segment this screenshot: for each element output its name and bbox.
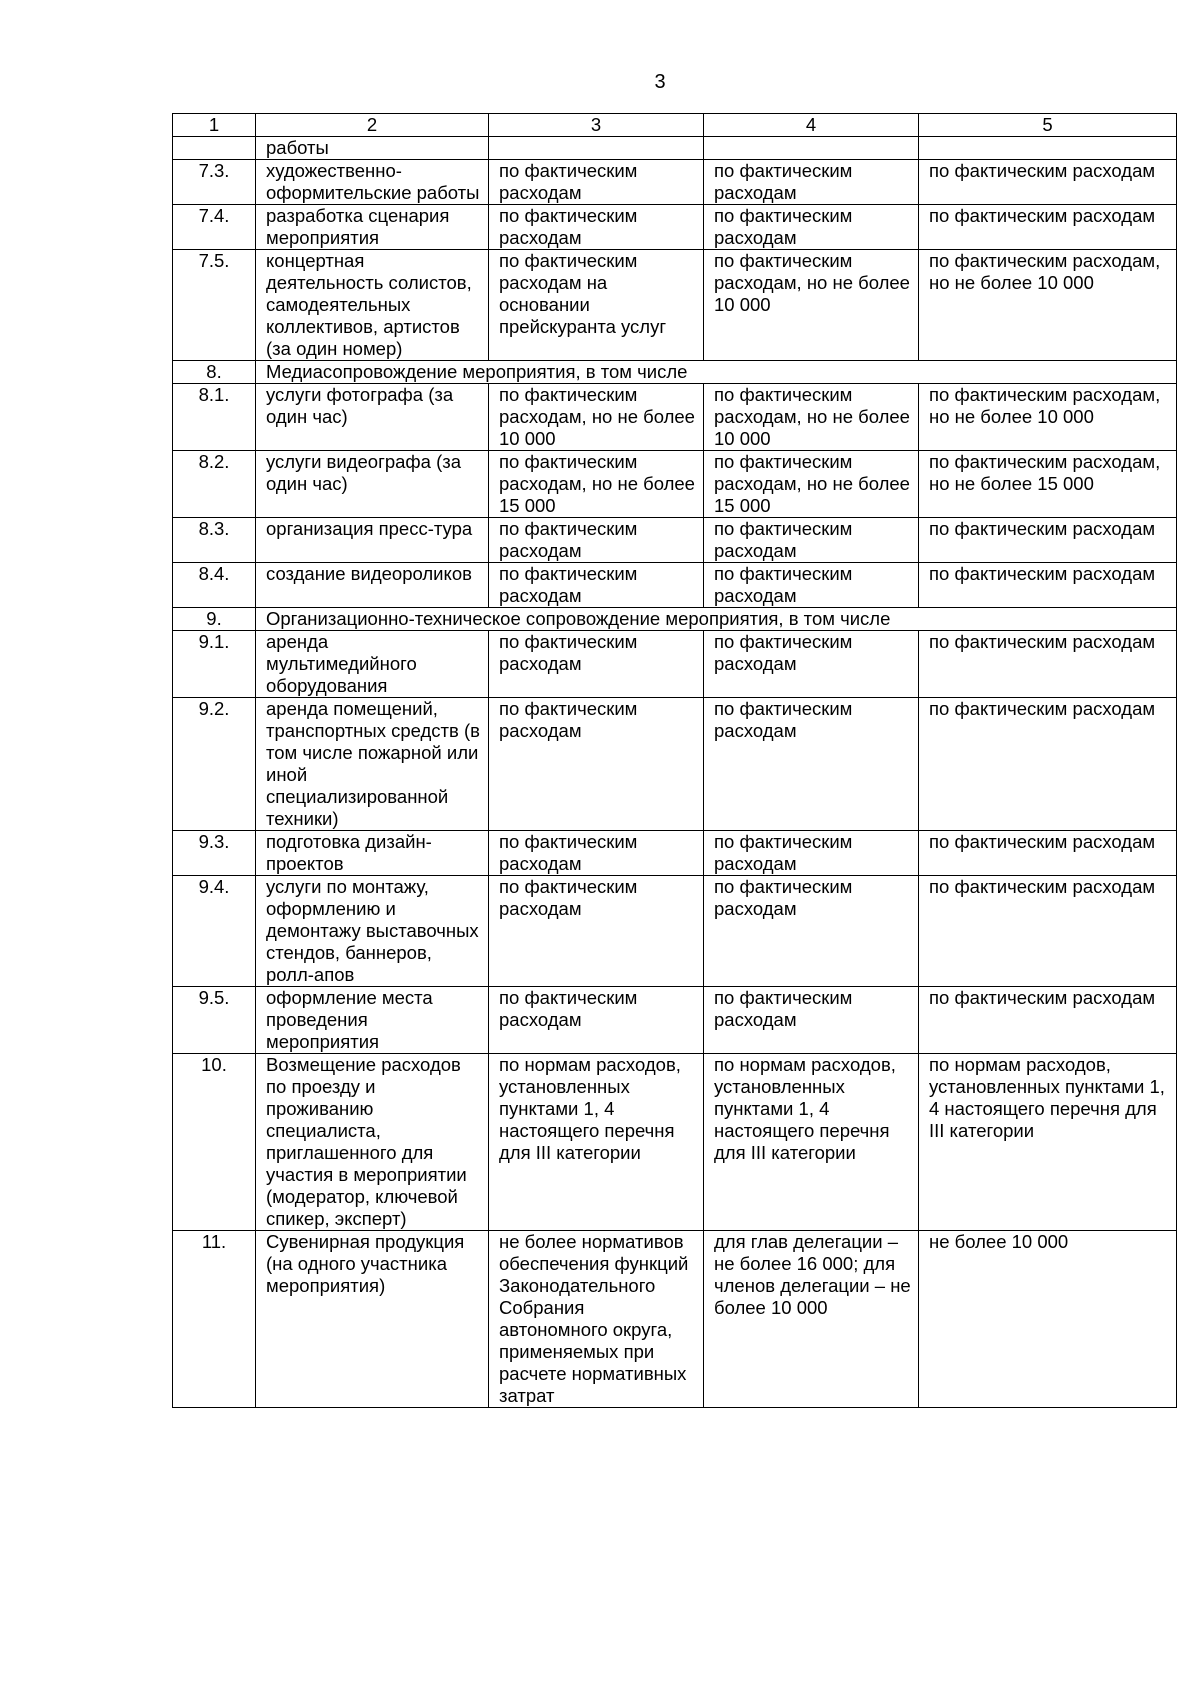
item-name-cell: услуги по монтажу, оформлению и демонтажу выставочных стендов, баннеров, ролл-апов bbox=[256, 876, 489, 987]
table-row bbox=[173, 205, 1177, 250]
norm-category-3-cell: по фактическим расходам bbox=[919, 518, 1177, 563]
norm-category-2-cell: по фактическим расходам bbox=[704, 987, 919, 1054]
norm-category-1-cell: по фактическим расходам bbox=[489, 160, 704, 205]
header-cell-2: 2 bbox=[256, 114, 489, 137]
table-row bbox=[173, 250, 1177, 361]
norm-category-2-cell: по нормам расходов, установленных пунктами 1, 4 настоящего перечня для III категории bbox=[704, 1054, 919, 1231]
table-row bbox=[173, 160, 1177, 205]
item-number-cell: 11. bbox=[173, 1231, 256, 1408]
norm-category-3-cell: не более 10 000 bbox=[919, 1231, 1177, 1408]
norm-category-1-cell: по фактическим расходам bbox=[489, 698, 704, 831]
item-number-cell bbox=[173, 137, 256, 160]
norm-category-3-cell: по фактическим расходам bbox=[919, 831, 1177, 876]
norm-category-2-cell: для глав делегации – не более 16 000; для членов делегации – не более 10 000 bbox=[704, 1231, 919, 1408]
item-name-cell: разработка сценария мероприятия bbox=[256, 205, 489, 250]
table-row bbox=[173, 1054, 1177, 1231]
item-number-cell: 7.4. bbox=[173, 205, 256, 250]
table-row bbox=[173, 698, 1177, 831]
section-row bbox=[173, 608, 1177, 631]
item-number-cell: 9.3. bbox=[173, 831, 256, 876]
item-number-cell: 7.5. bbox=[173, 250, 256, 361]
norm-category-3-cell: по фактическим расходам bbox=[919, 698, 1177, 831]
norm-category-2-cell: по фактическим расходам bbox=[704, 518, 919, 563]
page-number: 3 bbox=[654, 71, 666, 93]
item-number-cell: 8.3. bbox=[173, 518, 256, 563]
item-name-cell: Возмещение расходов по проезду и проживанию специалиста, приглашенного для участия в мероприятии (модератор, ключевой спикер, эксперт) bbox=[256, 1054, 489, 1231]
norm-category-1-cell: по фактическим расходам bbox=[489, 987, 704, 1054]
norm-category-1-cell: по фактическим расходам, но не более 10 000 bbox=[489, 384, 704, 451]
norm-category-1-cell: по нормам расходов, установленных пунктами 1, 4 настоящего перечня для III категории bbox=[489, 1054, 704, 1231]
section-title-cell: Медиасопровождение мероприятия, в том числе bbox=[256, 361, 1177, 384]
norm-category-1-cell: по фактическим расходам на основании прейскуранта услуг bbox=[489, 250, 704, 361]
item-name-cell: услуги фотографа (за один час) bbox=[256, 384, 489, 451]
norm-category-1-cell: по фактическим расходам bbox=[489, 205, 704, 250]
norm-category-2-cell: по фактическим расходам bbox=[704, 563, 919, 608]
item-name-cell: создание видеороликов bbox=[256, 563, 489, 608]
norm-category-3-cell: по фактическим расходам, но не более 10 000 bbox=[919, 384, 1177, 451]
item-number-cell: 8.1. bbox=[173, 384, 256, 451]
item-name-cell: подготовка дизайн-проектов bbox=[256, 831, 489, 876]
item-name-cell: работы bbox=[256, 137, 489, 160]
table-row bbox=[173, 1231, 1177, 1408]
item-name-cell: аренда мультимедийного оборудования bbox=[256, 631, 489, 698]
header-cell-1: 1 bbox=[173, 114, 256, 137]
item-name-cell: художественно-оформительские работы bbox=[256, 160, 489, 205]
norm-category-1-cell bbox=[489, 137, 704, 160]
item-name-cell: услуги видеографа (за один час) bbox=[256, 451, 489, 518]
norm-category-2-cell: по фактическим расходам bbox=[704, 160, 919, 205]
norm-category-3-cell: по фактическим расходам bbox=[919, 205, 1177, 250]
table-row bbox=[173, 518, 1177, 563]
header-cell-5: 5 bbox=[919, 114, 1177, 137]
norm-category-2-cell: по фактическим расходам bbox=[704, 698, 919, 831]
norm-category-3-cell: по фактическим расходам bbox=[919, 876, 1177, 987]
norm-category-2-cell: по фактическим расходам bbox=[704, 631, 919, 698]
norm-category-1-cell: не более нормативов обеспечения функций Законодательного Собрания автономного округа, применяемых при расчете нормативных затрат bbox=[489, 1231, 704, 1408]
item-number-cell: 7.3. bbox=[173, 160, 256, 205]
table-header bbox=[173, 114, 1177, 137]
table-row bbox=[173, 831, 1177, 876]
header-cell-3: 3 bbox=[489, 114, 704, 137]
norm-category-2-cell: по фактическим расходам bbox=[704, 876, 919, 987]
expense-norms-table bbox=[172, 113, 1177, 1408]
item-name-cell: организация пресс-тура bbox=[256, 518, 489, 563]
norm-category-1-cell: по фактическим расходам bbox=[489, 563, 704, 608]
norm-category-2-cell: по фактическим расходам, но не более 15 000 bbox=[704, 451, 919, 518]
norm-category-3-cell: по фактическим расходам, но не более 10 000 bbox=[919, 250, 1177, 361]
item-number-cell: 10. bbox=[173, 1054, 256, 1231]
item-name-cell: Сувенирная продукция (на одного участника мероприятия) bbox=[256, 1231, 489, 1408]
table-row bbox=[173, 987, 1177, 1054]
norm-category-1-cell: по фактическим расходам, но не более 15 000 bbox=[489, 451, 704, 518]
norm-category-1-cell: по фактическим расходам bbox=[489, 876, 704, 987]
table-row bbox=[173, 451, 1177, 518]
table-row bbox=[173, 563, 1177, 608]
item-number-cell: 8.4. bbox=[173, 563, 256, 608]
norm-category-3-cell bbox=[919, 137, 1177, 160]
norm-category-1-cell: по фактическим расходам bbox=[489, 831, 704, 876]
item-number-cell: 9.1. bbox=[173, 631, 256, 698]
norm-category-3-cell: по фактическим расходам bbox=[919, 631, 1177, 698]
norm-category-3-cell: по фактическим расходам bbox=[919, 160, 1177, 205]
table-row bbox=[173, 631, 1177, 698]
item-number-cell: 9.5. bbox=[173, 987, 256, 1054]
table-body bbox=[173, 137, 1177, 1408]
header-row bbox=[173, 114, 1177, 137]
norm-category-3-cell: по фактическим расходам, но не более 15 000 bbox=[919, 451, 1177, 518]
norm-category-2-cell: по фактическим расходам, но не более 10 000 bbox=[704, 384, 919, 451]
norm-category-2-cell bbox=[704, 137, 919, 160]
section-title-cell: Организационно-техническое сопровождение мероприятия, в том числе bbox=[256, 608, 1177, 631]
norm-category-3-cell: по фактическим расходам bbox=[919, 987, 1177, 1054]
table-row bbox=[173, 876, 1177, 987]
header-cell-4: 4 bbox=[704, 114, 919, 137]
item-name-cell: концертная деятельность солистов, самодеятельных коллективов, артистов (за один номер) bbox=[256, 250, 489, 361]
item-name-cell: оформление места проведения мероприятия bbox=[256, 987, 489, 1054]
item-number-cell: 9.2. bbox=[173, 698, 256, 831]
norm-category-3-cell: по нормам расходов, установленных пунктами 1, 4 настоящего перечня для III категории bbox=[919, 1054, 1177, 1231]
section-number-cell: 8. bbox=[173, 361, 256, 384]
table-row bbox=[173, 384, 1177, 451]
table-row bbox=[173, 137, 1177, 160]
norm-category-1-cell: по фактическим расходам bbox=[489, 518, 704, 563]
item-number-cell: 9.4. bbox=[173, 876, 256, 987]
item-name-cell: аренда помещений, транспортных средств (в том числе пожарной или иной специализированной техники) bbox=[256, 698, 489, 831]
section-number-cell: 9. bbox=[173, 608, 256, 631]
norm-category-3-cell: по фактическим расходам bbox=[919, 563, 1177, 608]
norm-category-2-cell: по фактическим расходам bbox=[704, 831, 919, 876]
section-row bbox=[173, 361, 1177, 384]
norm-category-2-cell: по фактическим расходам bbox=[704, 205, 919, 250]
item-number-cell: 8.2. bbox=[173, 451, 256, 518]
norm-category-1-cell: по фактическим расходам bbox=[489, 631, 704, 698]
norm-category-2-cell: по фактическим расходам, но не более 10 000 bbox=[704, 250, 919, 361]
